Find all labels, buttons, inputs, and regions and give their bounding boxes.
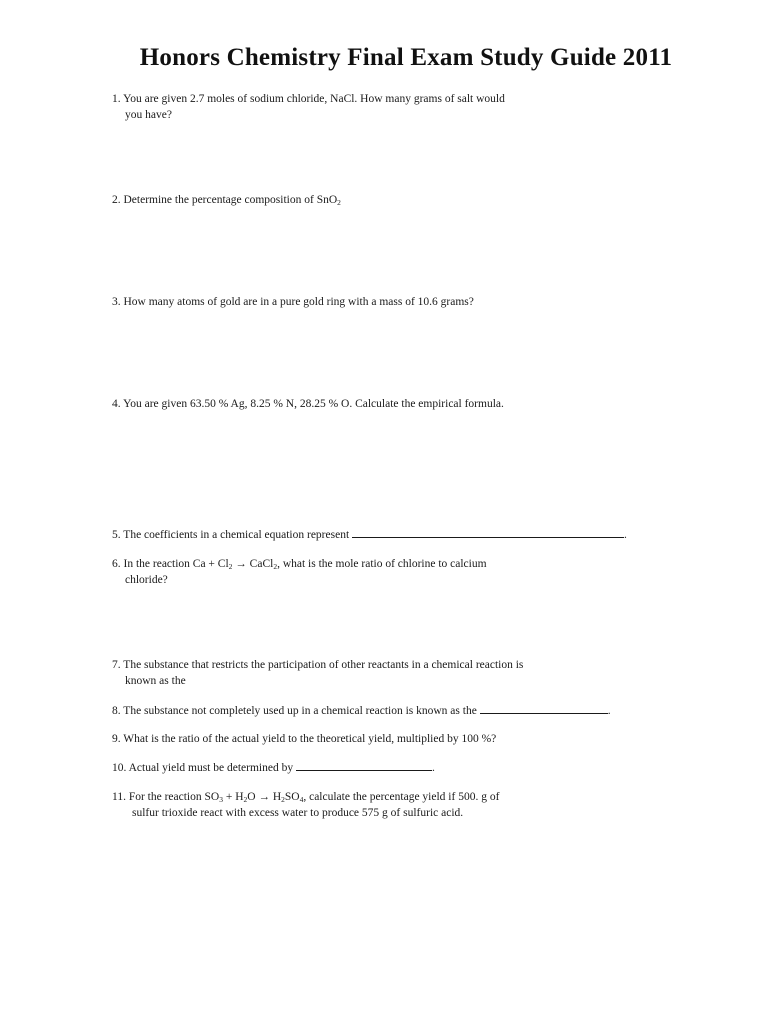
question-11 <box>112 789 499 821</box>
equation-part: + H <box>222 791 244 803</box>
page-title: Honors Chemistry Final Exam Study Guide 2011 <box>139 44 673 71</box>
equation-part: O → H <box>247 791 282 803</box>
question-5 <box>112 527 627 543</box>
question-11-text-end: , calculate the percentage yield if 500. g of <box>303 791 500 803</box>
question-10 <box>112 760 435 776</box>
question-5-text: 5. The coefficients in a chemical equation represent <box>112 529 353 541</box>
question-7 <box>112 657 523 689</box>
question-8-text: 8. The substance not completely used up in a chemical reaction is known as the <box>112 705 480 717</box>
question-8-end: . <box>607 705 611 717</box>
subscript: 2 <box>281 795 285 804</box>
question-11-text: 11. For the reaction SO <box>112 791 220 803</box>
question-6-line1 <box>112 558 487 570</box>
equation-part: SO <box>284 791 300 803</box>
answer-blank <box>352 527 624 538</box>
question-4 <box>112 396 504 412</box>
question-6-text-end: , what is the mole ratio of chlorine to calcium <box>277 558 487 570</box>
question-2 <box>112 192 341 208</box>
question-9-text: 9. What is the ratio of the actual yield to the theoretical yield, multiplied by 100 %? <box>112 733 497 745</box>
question-11-line1 <box>112 791 499 803</box>
question-5-end: . <box>624 529 627 541</box>
subscript: 3 <box>219 795 223 804</box>
question-2-text: 2. Determine the percentage composition of SnO <box>112 194 338 206</box>
answer-blank <box>480 703 608 714</box>
question-7-line2: known as the <box>125 675 186 687</box>
question-3 <box>112 294 474 310</box>
question-2-subscript: 2 <box>337 198 341 207</box>
question-1 <box>112 91 505 123</box>
reaction-arrow: → CaCl <box>232 558 274 570</box>
question-10-text: 10. Actual yield must be determined by <box>112 762 296 774</box>
question-6 <box>112 556 487 588</box>
question-10-end: . <box>431 762 435 774</box>
answer-blank <box>296 760 432 771</box>
question-1-line1: 1. You are given 2.7 moles of sodium chloride, NaCl. How many grams of salt would <box>112 93 505 105</box>
question-8 <box>112 703 611 719</box>
question-7-line1: 7. The substance that restricts the participation of other reactants in a chemical reaction is <box>112 659 524 671</box>
question-6-line2: chloride? <box>125 574 168 586</box>
question-1-line2: you have? <box>125 109 172 121</box>
subscript: 2 <box>243 795 248 804</box>
question-3-text: 3. How many atoms of gold are in a pure gold ring with a mass of 10.6 grams? <box>112 296 474 308</box>
question-4-text: 4. You are given 63.50 % Ag, 8.25 % N, 28.25 % O. Calculate the empirical formula. <box>112 398 504 410</box>
question-6-text: 6. In the reaction Ca + Cl <box>112 558 229 570</box>
subscript: 4 <box>299 795 304 804</box>
subscript: 2 <box>273 562 278 571</box>
question-9 <box>112 731 496 747</box>
subscript: 2 <box>228 562 233 571</box>
question-11-line2: sulfur trioxide react with excess water to produce 575 g of sulfuric acid. <box>132 807 464 819</box>
